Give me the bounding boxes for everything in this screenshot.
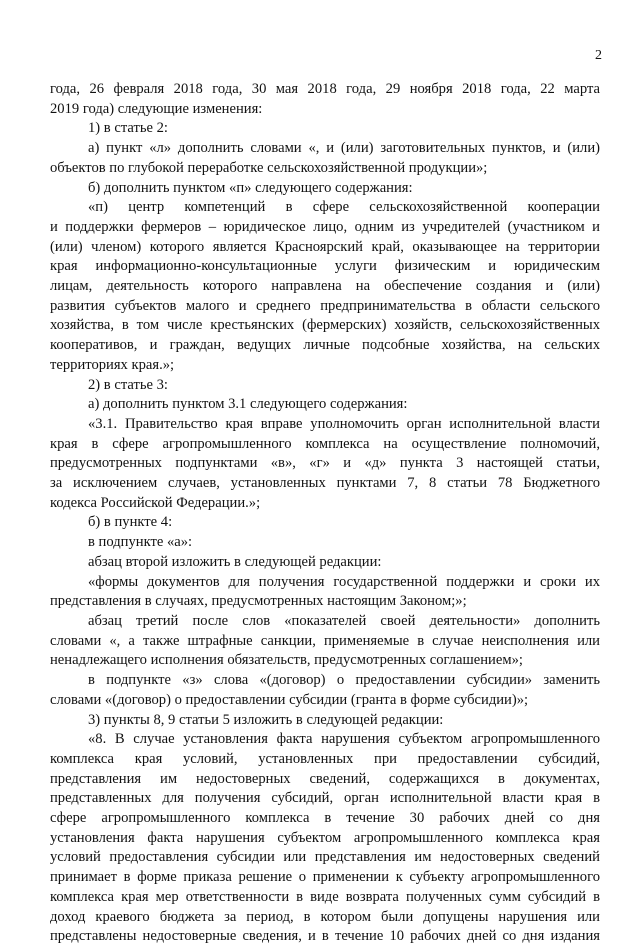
- text-line: абзац второй изложить в следующей редакции:: [88, 553, 382, 570]
- text-line: в подпункте «а»:: [88, 534, 193, 551]
- text-line: представления в случаях, предусмотренных настоящим Законом;»;: [50, 593, 467, 610]
- text-line: принимает в форме приказа решение о применении к субъекту агропромышленного: [50, 869, 600, 886]
- text-line: б) в пункте 4:: [88, 514, 173, 531]
- text-line: «8. В случае установления факта нарушения субъектом агропромышленного: [88, 731, 600, 748]
- text-line: объектов по глубокой переработке сельскохозяйственной продукции»;: [50, 159, 488, 176]
- text-line: доход краевого бюджета за период, в котором были допущены нарушения или: [50, 908, 600, 925]
- text-line: территориях края.»;: [50, 356, 175, 373]
- text-line: словами «(договор) о предоставлении субсидии (гранта в форме субсидии)»;: [50, 691, 529, 708]
- text-line: кооперативов, и граждан, ведущих личные подсобные хозяйства, на сельских: [50, 337, 600, 354]
- text-line: словами «, а также штрафные санкции, применяемые в случае неисполнения или: [50, 632, 600, 649]
- text-line: а) пункт «л» дополнить словами «, и (или) заготовительных пунктов, и (или): [88, 140, 600, 157]
- text-line: представленных для получения субсидий, орган исполнительной власти края в: [50, 790, 600, 807]
- text-line: 3) пункты 8, 9 статьи 5 изложить в следующей редакции:: [88, 711, 444, 728]
- text-line: «3.1. Правительство края вправе уполномочить орган исполнительной власти: [88, 415, 600, 432]
- text-line: 1) в статье 2:: [88, 120, 168, 137]
- text-line: в подпункте «з» слова «(договор) о предоставлении субсидии» заменить: [88, 672, 600, 689]
- text-line: условий предоставления субсидии или представления им недостоверных сведений: [50, 849, 600, 866]
- text-line: «формы документов для получения государственной поддержки и сроки их: [88, 573, 600, 590]
- text-line: за исключением случаев, установленных пунктами 7, 8 статьи 78 Бюджетного: [50, 475, 600, 492]
- text-line: сфере агропромышленного комплекса в течение 30 рабочих дней со дня: [50, 810, 600, 827]
- text-line: (или) членом) которого является Красноярский край, оказывающее на территории: [50, 238, 600, 255]
- text-line: лицам, деятельность которого направлена на обеспечение создания и (или): [50, 278, 600, 295]
- text-line: развития субъектов малого и среднего предпринимательства в области сельского: [50, 297, 600, 314]
- text-line: представлены недостоверные сведения, и в течение 10 рабочих дней со дня издания: [50, 928, 600, 945]
- text-line: абзац третий после слов «показателей своей деятельности» дополнить: [88, 612, 600, 629]
- text-line: и поддержки фермеров – юридическое лицо, одним из учредителей (участником и: [50, 218, 600, 235]
- text-line: края информационно-консультационные услуги физическим и юридическим: [50, 258, 600, 275]
- text-line: комплекса края условий, установленных при предоставлении субсидий,: [50, 750, 600, 767]
- text-line: хозяйства, в том числе крестьянских (фермерских) хозяйств, сельскохозяйственных: [50, 317, 600, 334]
- page-number: 2: [595, 48, 602, 63]
- text-line: ненадлежащего исполнения обязательств, предусмотренных соглашением»;: [50, 652, 523, 669]
- text-line: б) дополнить пунктом «п» следующего содержания:: [88, 179, 413, 196]
- text-line: «п) центр компетенций в сфере сельскохозяйственной кооперации: [88, 199, 600, 216]
- text-line: комплекса края мер ответственности в виде возврата полученных сумм субсидий в: [50, 888, 600, 905]
- text-line: года, 26 февраля 2018 года, 30 мая 2018 года, 29 ноября 2018 года, 22 марта: [50, 81, 600, 97]
- text-line: представления им недостоверных сведений, содержащихся в документах,: [50, 770, 600, 787]
- text-line: края в сфере агропромышленного комплекса на осуществление полномочий,: [50, 435, 600, 452]
- text-line: предусмотренных подпунктами «в», «г» и «д» пункта 3 настоящей статьи,: [50, 455, 600, 472]
- document-body: [50, 80, 600, 947]
- text-line: 2019 года) следующие изменения:: [50, 100, 263, 117]
- text-line: а) дополнить пунктом 3.1 следующего содержания:: [88, 396, 408, 413]
- text-line: установления факта нарушения субъектом агропромышленного комплекса края: [50, 829, 600, 846]
- text-line: кодекса Российской Федерации.»;: [50, 494, 261, 511]
- text-line: 2) в статье 3:: [88, 376, 168, 393]
